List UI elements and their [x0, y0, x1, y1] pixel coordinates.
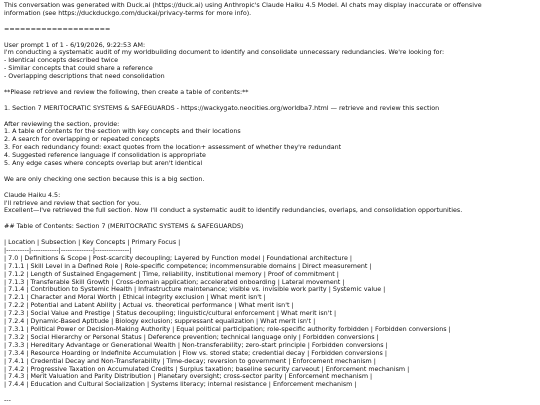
table-row: | 7.4.3 | Merit Valuation and Parity Distribution | Planetary oversight; cross-sector parity | Enforcement mechanism | — [4, 373, 373, 381]
table-row: | 7.1.3 | Transferable Skill Growth | Cross-domain application; accelerated onboarding | Lateral movement | — [4, 278, 345, 286]
user-prompt-header: User prompt 1 of 1 - 6/19/2026, 9:22:53 AM: — [4, 41, 146, 49]
table-row: | 7.3.2 | Social Hierarchy or Personal Status | Deference prevention; technical language only | Forbidden conversions | — [4, 333, 379, 341]
after-review-item: 2. A search for overlapping or repeated concepts — [4, 136, 160, 144]
footer-rule: --- — [4, 397, 11, 405]
user-prompt-intro: I'm conducting a systematic audit of my worldbuilding document to identify and consolidate unnecessary redundancies. We're looking for: — [4, 49, 445, 57]
assistant-name: Claude Haiku 4.5: — [4, 191, 61, 199]
toc-heading: ## Table of Contents: Section 7 (MERITOCRATIC SYSTEMS & SAFEGUARDS) — [4, 223, 244, 231]
table-row: | 7.3.4 | Resource Hoarding or Indefinite Accumulation | Flow vs. stored state; credential decay | Forbidden conversions | — [4, 349, 388, 357]
table-row: | 7.2.1 | Character and Moral Worth | Ethical integrity exclusion | What merit isn't | — [4, 294, 266, 302]
table-row: | 7.3.1 | Political Power or Decision-Making Authority | Equal political participation; role-specific authority forbidden | Forbidden conversions | — [4, 326, 451, 334]
after-review-heading: After reviewing the section, provide: — [4, 120, 120, 128]
after-review-item: 5. Any edge cases where concepts overlap but aren't identical — [4, 160, 203, 168]
after-review-item: 1. A table of contents for the section with key concepts and their locations — [4, 128, 241, 136]
disclaimer-line-2: information (see https://duckduckgo.com/duckai/privacy-terms for more info). — [4, 9, 252, 17]
table-row: | 7.2.2 | Potential and Latent Ability | Actual vs. theoretical performance | What merit isn't | — [4, 302, 294, 310]
table-row: | 7.4.4 | Education and Cultural Socialization | Systems literacy; internal resistance | Enforcement mechanism | — [4, 381, 357, 389]
disclaimer-line-1: This conversation was generated with Duck.ai (https://duck.ai) using Anthropic's Claude Haiku 4.5 Model. AI chats may display inaccurate or offensive — [4, 2, 482, 9]
after-review-item: 3. For each redundancy found: exact quotes from the location+ assessment of whether they're redundant — [4, 144, 342, 152]
table-row: | 7.1.1 | Skill Level in a Defined Role | Role-specific competence; incommensurable domains | Direct measurement | — [4, 262, 372, 270]
table-row: | 7.2.4 | Dynamic-Based Aptitude | Biology exclusion; suppressant equalization | What merit isn't | — [4, 318, 316, 326]
table-row: | 7.1.4 | Contribution to Systemic Health | Infrastructure maintenance; visible vs. invisible work parity | Systemic value | — [4, 286, 386, 294]
table-divider-row: |----------|------------|--------------|---------------| — [4, 246, 132, 254]
user-prompt-item: - Overlapping descriptions that need consolidation — [4, 73, 165, 81]
table-row: | 7.2.3 | Social Value and Prestige | Status decoupling; linguistic/cultural enforcement | What merit isn't | — [4, 310, 337, 318]
table-row: | 7.4.1 | Credential Decay and Non-Transferability | Time-decay; reversion to government | Enforcement mechanism | — [4, 357, 376, 365]
assistant-message-line: I'll retrieve and review that section for you. — [4, 199, 142, 207]
assistant-message-line: Excellent—I've retrieved the full section. Now I'll conduct a systematic audit to identify redundancies, overlaps, and consolidation opportunities. — [4, 207, 463, 215]
table-header-row: | Location | Subsection | Key Concepts | Primary Focus | — [4, 239, 181, 247]
table-row: | 7.0 | Definitions & Scope | Post-scarcity decoupling; Layered by Function model | Foundational architecture | — [4, 254, 353, 262]
scope-note-line: We are only checking one section because this is a big section. — [4, 175, 205, 183]
after-review-item: 4. Suggested reference language if consolidation is appropriate — [4, 152, 206, 160]
table-row: | 7.4.2 | Progressive Taxation on Accumulated Credits | Surplus taxation; baseline security carveout | Enforcement mechanism | — [4, 365, 410, 373]
user-prompt-item: - Identical concepts described twice — [4, 57, 119, 65]
user-prompt-item: - Similar concepts that could share a reference — [4, 65, 153, 73]
table-row: | 7.3.3 | Hereditary Advantage or Generational Wealth | Non-transferability; zero-start principle | Forbidden conversions | — [4, 341, 388, 349]
instruction-line: **Please retrieve and review the following, then create a table of contents:** — [4, 88, 249, 96]
table-row: | 7.1.2 | Length of Sustained Engagement | Time, reliability, institutional memory | Proof of commitment | — [4, 270, 339, 278]
section-request-line: 1. Section 7 MERITOCRATIC SYSTEMS & SAFEGUARDS - https://wackygato.neocities.org/worldba7.html — retrieve and review this section — [4, 104, 440, 112]
toc-table-body — [4, 255, 536, 389]
separator-line: ==================== — [4, 25, 111, 33]
